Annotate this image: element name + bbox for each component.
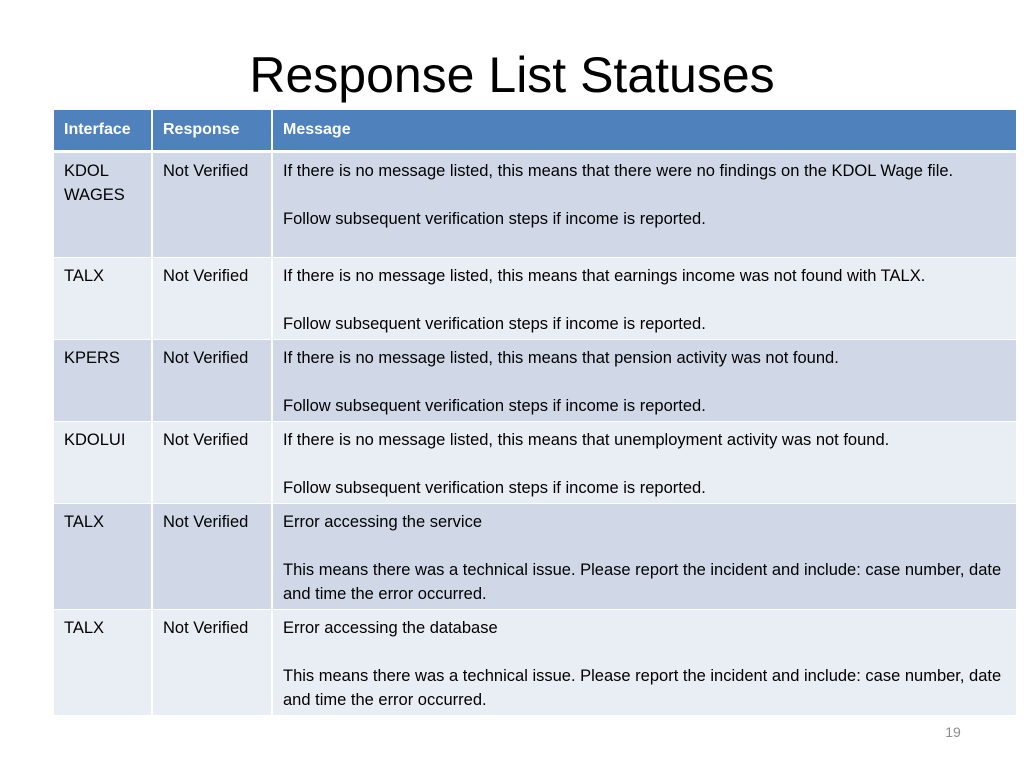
message-main: If there is no message listed, this means that earnings income was not found with TALX.	[283, 267, 926, 285]
message-follow: Follow subsequent verification steps if income is reported.	[283, 210, 706, 228]
page-number: 19	[945, 724, 961, 740]
cell-interface: TALX	[54, 258, 152, 340]
header-interface: Interface	[54, 110, 152, 152]
cell-interface: KDOL WAGES	[54, 152, 152, 258]
cell-response: Not Verified	[152, 152, 272, 258]
message-main: Error accessing the service	[283, 513, 482, 531]
cell-response: Not Verified	[152, 422, 272, 504]
cell-message	[272, 422, 1016, 504]
response-status-table	[54, 110, 1016, 716]
message-follow: This means there was a technical issue. Please report the incident and include: case number, date and time the error occurred.	[283, 561, 1002, 603]
header-response: Response	[152, 110, 272, 152]
cell-response: Not Verified	[152, 340, 272, 422]
message-main: If there is no message listed, this means that unemployment activity was not found.	[283, 431, 890, 449]
message-follow: Follow subsequent verification steps if income is reported.	[283, 479, 706, 497]
message-follow: This means there was a technical issue. Please report the incident and include: case number, date and time the error occurred.	[283, 667, 1002, 709]
message-follow: Follow subsequent verification steps if income is reported.	[283, 397, 706, 415]
table-row	[54, 422, 1016, 504]
cell-response: Not Verified	[152, 504, 272, 610]
message-follow: Follow subsequent verification steps if income is reported.	[283, 315, 706, 333]
table-row	[54, 340, 1016, 422]
table-row	[54, 152, 1016, 258]
table-row	[54, 610, 1016, 716]
cell-interface: KDOLUI	[54, 422, 152, 504]
slide-title: Response List Statuses	[249, 47, 775, 103]
cell-interface: KPERS	[54, 340, 152, 422]
cell-message	[272, 258, 1016, 340]
message-main: If there is no message listed, this means that pension activity was not found.	[283, 349, 839, 367]
cell-response: Not Verified	[152, 258, 272, 340]
table-row	[54, 504, 1016, 610]
message-main: Error accessing the database	[283, 619, 498, 637]
message-main: If there is no message listed, this means that there were no findings on the KDOL Wage file.	[283, 162, 954, 180]
cell-message	[272, 504, 1016, 610]
table-row	[54, 258, 1016, 340]
table-header-row	[54, 110, 1016, 152]
cell-interface: TALX	[54, 610, 152, 716]
cell-interface: TALX	[54, 504, 152, 610]
cell-message	[272, 152, 1016, 258]
header-message: Message	[272, 110, 1016, 152]
cell-response: Not Verified	[152, 610, 272, 716]
cell-message	[272, 340, 1016, 422]
cell-message	[272, 610, 1016, 716]
